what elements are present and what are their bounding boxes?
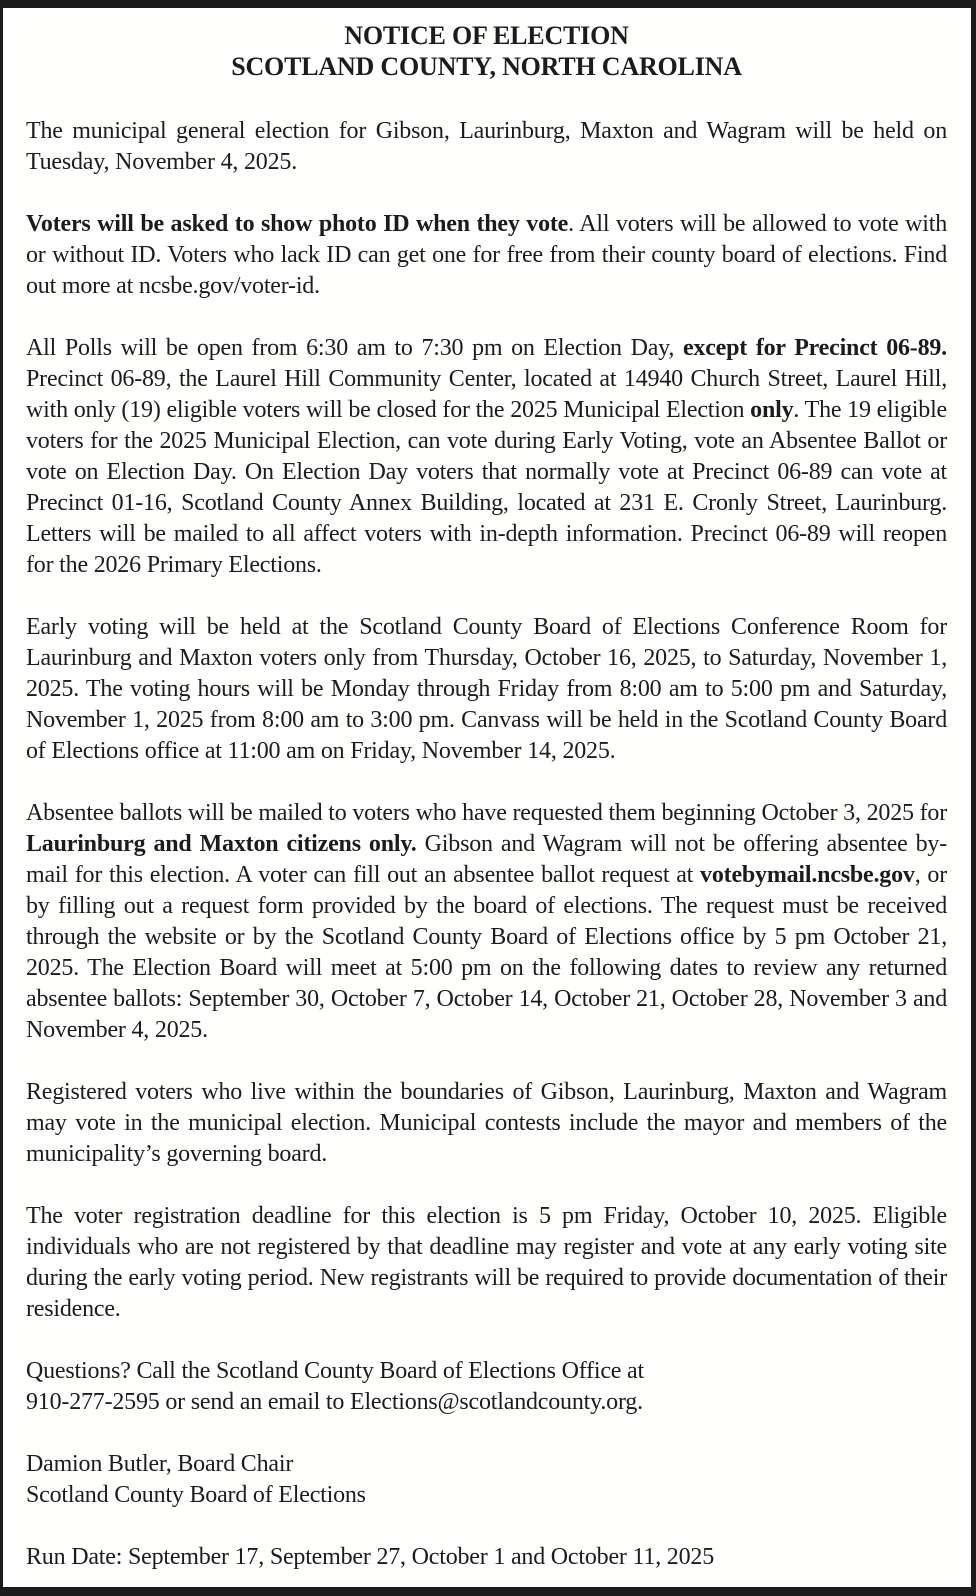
notice-title: [26, 20, 947, 82]
paragraph-signature: Damion Butler, Board Chair Scotland County Board of Elections: [26, 1451, 366, 1508]
notice-body: [26, 116, 947, 1573]
paragraph-polls-precinct-06-89: All Polls will be open from 6:30 am to 7:30 pm on Election Day, except for Precinct 06-89. Precinct 06-89, the Laurel Hill Community Center, located at 14940 Church Street, Laurel Hill, with only (19) eligible voters will be closed for the 2025 Municipal Election only. The 19 eligible voters for the 2025 Municipal Election, can vote during Early Voting, vote an Absentee Ballot or vote on Election Day. On Election Day voters that normally vote at Precinct 06-89 can vote at Precinct 01-16, Scotland County Annex Building, located at 231 E. Cronly Street, Laurinburg. Letters will be mailed to all affect voters with in-depth information. Precinct 06-89 will reopen for the 2026 Primary Elections.: [26, 335, 947, 578]
notice-title-line1: NOTICE OF ELECTION: [344, 21, 629, 50]
notice-title-line2: SCOTLAND COUNTY, NORTH CAROLINA: [231, 52, 742, 81]
paragraph-early-voting: Early voting will be held at the Scotland County Board of Elections Conference Room for Laurinburg and Maxton voters only from Thursday, October 16, 2025, to Saturday, November 1, 2025. The voting hours will be Monday through Friday from 8:00 am to 5:00 pm and Saturday, November 1, 2025 from 8:00 am to 3:00 pm. Canvass will be held in the Scotland County Board of Elections office at 11:00 am on Friday, November 14, 2025.: [26, 614, 947, 764]
paragraph-election-date: The municipal general election for Gibson, Laurinburg, Maxton and Wagram will be held on Tuesday, November 4, 2025.: [26, 118, 947, 175]
paragraph-questions-contact: Questions? Call the Scotland County Board of Elections Office at 910-277-2595 or send an email to Elections@scotlandcounty.org.: [26, 1358, 644, 1415]
paragraph-photo-id: Voters will be asked to show photo ID when they vote. All voters will be allowed to vote with or without ID. Voters who lack ID can get one for free from their county board of elections. Find out more at ncsbe.gov/voter-id.: [26, 211, 947, 299]
paragraph-absentee-ballots: Absentee ballots will be mailed to voters who have requested them beginning October 3, 2025 for Laurinburg and Maxton citizens only. Gibson and Wagram will not be offering absentee by-mail for this election. A voter can fill out an absentee ballot request at votebymail.ncsbe.gov, or by filling out a request form provided by the board of elections. The request must be received through the website or by the Scotland County Board of Elections office by 5 pm October 21, 2025. The Election Board will meet at 5:00 pm on the following dates to review any returned absentee ballots: September 30, October 7, October 14, October 21, October 28, November 3 and November 4, 2025.: [26, 800, 948, 1043]
paragraph-registration-deadline: The voter registration deadline for this election is 5 pm Friday, October 10, 2025. Eligible individuals who are not registered by that deadline may register and vote at any early voting site during the early voting period. New registrants will be required to provide documentation of their residence.: [26, 1203, 947, 1322]
paragraph-registered-voters: Registered voters who live within the boundaries of Gibson, Laurinburg, Maxton and Wagram may vote in the municipal election. Municipal contests include the mayor and members of the municipality’s governing board.: [26, 1079, 947, 1167]
paragraph-run-date: Run Date: September 17, September 27, October 1 and October 11, 2025: [26, 1544, 715, 1570]
